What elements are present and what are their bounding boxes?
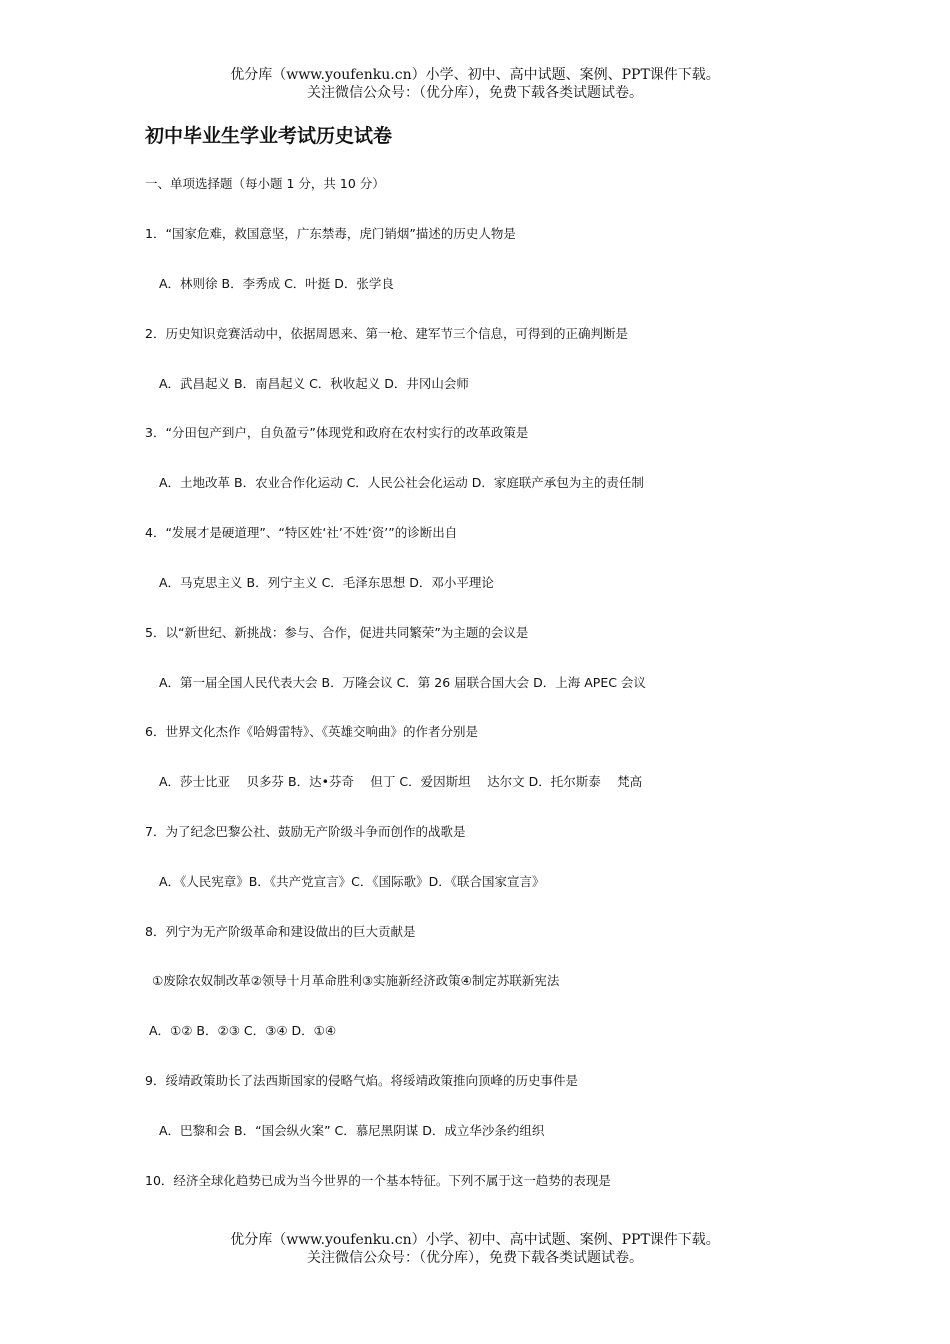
question-6-options: A．莎士比亚 贝多芬 B．达•芬奇 但丁 C．爱因斯坦 达尔文 D．托尔斯泰 梵高 [159, 774, 643, 789]
question-7-stem: 7．为了纪念巴黎公社、鼓励无产阶级斗争而创作的战歌是 [145, 824, 466, 839]
header-banner [0, 66, 950, 102]
question-2-options: A．武昌起义 B．南昌起义 C．秋收起义 D．井冈山会师 [159, 376, 469, 391]
footer-line-1: 优分库（www.youfenku.cn）小学、初中、高中试题、案例、PPT课件下载。 [230, 1232, 720, 1248]
question-8-options: A．①② B．②③ C．③④ D．①④ [149, 1023, 337, 1038]
question-8-statements: ①废除农奴制改革②领导十月革命胜利③实施新经济政策④制定苏联新宪法 [152, 973, 560, 988]
question-3-stem: 3．“分田包产到户，自负盈亏”体现党和政府在农村实行的改革政策是 [145, 425, 529, 440]
question-9-stem: 9．绥靖政策助长了法西斯国家的侵略气焰。将绥靖政策推向顶峰的历史事件是 [145, 1073, 578, 1088]
footer-banner [0, 1231, 950, 1267]
question-5-options: A．第一届全国人民代表大会 B．万隆会议 C．第 26 届联合国大会 D．上海 APEC 会议 [159, 675, 646, 690]
question-4-options: A．马克思主义 B．列宁主义 C．毛泽东思想 D．邓小平理论 [159, 575, 494, 590]
question-6-stem: 6．世界文化杰作《哈姆雷特》、《英雄交响曲》的作者分别是 [145, 724, 478, 739]
question-5-stem: 5．以“新世纪、新挑战：参与、合作，促进共同繁荣”为主题的会议是 [145, 625, 529, 640]
question-1-stem: 1．“国家危难，救国意坚，广东禁毒，虎门销烟”描述的历史人物是 [145, 226, 516, 241]
question-4-stem: 4．“发展才是硬道理”、“特区姓‘社’不姓‘资’”的诊断出自 [145, 525, 458, 540]
section-heading: 一、单项选择题（每小题 1 分，共 10 分） [145, 176, 385, 191]
question-7-options: A．《人民宪章》B．《共产党宣言》C．《国际歌》D．《联合国家宣言》 [159, 874, 545, 889]
footer-line-2: 关注微信公众号：（优分库），免费下载各类试题试卷。 [307, 1250, 643, 1266]
banner-line-1: 优分库（www.youfenku.cn）小学、初中、高中试题、案例、PPT课件下载。 [230, 67, 720, 83]
question-8-stem: 8．列宁为无产阶级革命和建设做出的巨大贡献是 [145, 924, 416, 939]
question-10-stem: 10．经济全球化趋势已成为当今世界的一个基本特征。下列不属于这一趋势的表现是 [145, 1173, 611, 1188]
question-9-options: A．巴黎和会 B．“国会纵火案” C．慕尼黑阴谋 D．成立华沙条约组织 [159, 1123, 545, 1138]
banner-line-2: 关注微信公众号：（优分库），免费下载各类试题试卷。 [307, 85, 643, 101]
question-1-options: A．林则徐 B．李秀成 C．叶挺 D．张学良 [159, 276, 394, 291]
question-2-stem: 2．历史知识竞赛活动中，依据周恩来、第一枪、建军节三个信息，可得到的正确判断是 [145, 326, 628, 341]
question-3-options: A．土地改革 B．农业合作化运动 C．人民公社会化运动 D．家庭联产承包为主的责任制 [159, 475, 644, 490]
exam-title: 初中毕业生学业考试历史试卷 [145, 125, 393, 147]
